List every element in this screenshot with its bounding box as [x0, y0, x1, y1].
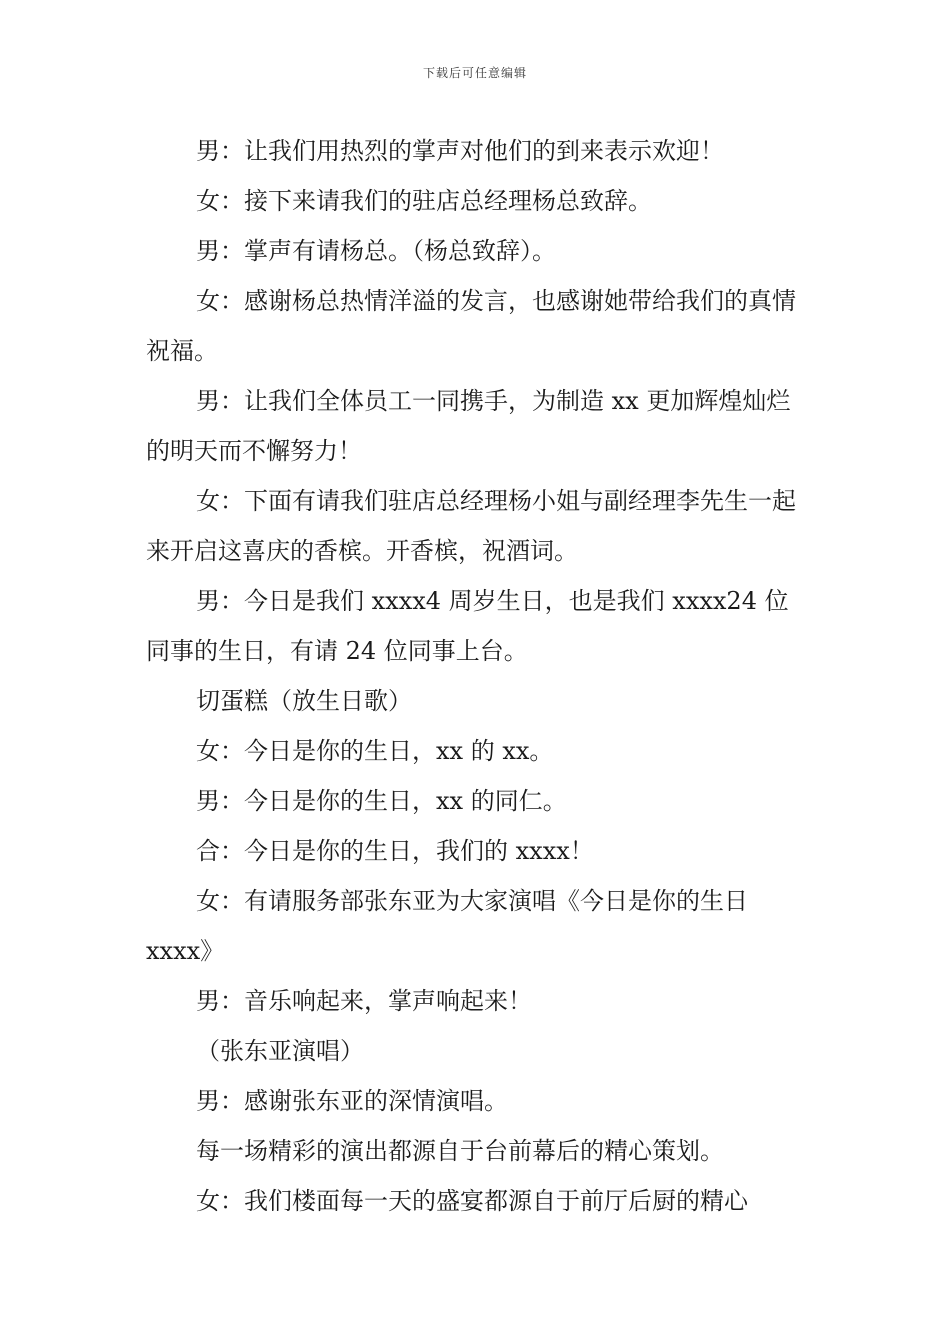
- paragraph-17: 女：我们楼面每一天的盛宴都源自于前厅后厨的精心: [196, 1187, 748, 1215]
- paragraph-10: 男：今日是你的生日，xx 的同仁。: [196, 787, 567, 815]
- paragraph-5: 男：让我们全体员工一同携手，为制造 xx 更加辉煌灿烂的明天而不懈努力！: [146, 387, 791, 465]
- paragraph-15: 男：感谢张东亚的深情演唱。: [196, 1087, 508, 1115]
- paragraph-2: 女：接下来请我们的驻店总经理杨总致辞。: [196, 187, 652, 215]
- paragraph-4: 女：感谢杨总热情洋溢的发言，也感谢她带给我们的真情祝福。: [146, 287, 796, 365]
- paragraph-6: 女：下面有请我们驻店总经理杨小姐与副经理李先生一起来开启这喜庆的香槟。开香槟，祝酒词。: [146, 487, 796, 565]
- paragraph-8: 切蛋糕（放生日歌）: [196, 687, 412, 715]
- paragraph-13: 男：音乐响起来，掌声响起来！: [196, 987, 532, 1015]
- paragraph-12: 女：有请服务部张东亚为大家演唱《今日是你的生日 xxxx》: [146, 887, 748, 965]
- document-body: [146, 126, 810, 1226]
- page-header: 下载后可任意编辑: [422, 66, 527, 80]
- paragraph-11: 合：今日是你的生日，我们的 xxxx！: [196, 837, 594, 865]
- paragraph-9: 女：今日是你的生日，xx 的 xx。: [196, 737, 554, 765]
- paragraph-1: 男：让我们用热烈的掌声对他们的到来表示欢迎！: [196, 137, 724, 165]
- paragraph-14: （张东亚演唱）: [196, 1037, 364, 1065]
- paragraph-16: 每一场精彩的演出都源自于台前幕后的精心策划。: [196, 1137, 724, 1165]
- paragraph-7: 男：今日是我们 xxxx4 周岁生日，也是我们 xxxx24 位同事的生日，有请 24 位同事上台。: [146, 587, 789, 665]
- paragraph-3: 男：掌声有请杨总。（杨总致辞）。: [196, 237, 556, 265]
